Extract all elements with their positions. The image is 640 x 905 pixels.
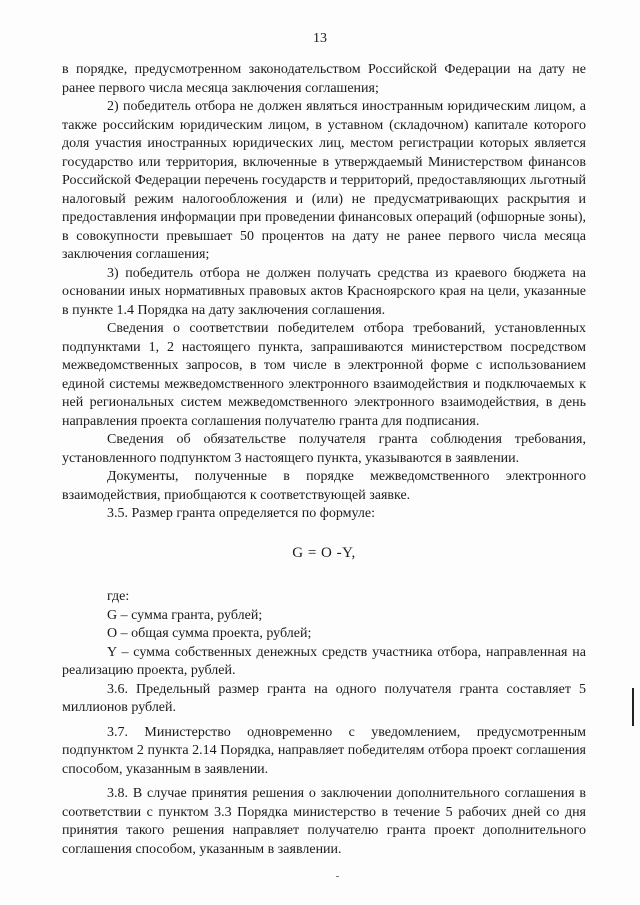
- paragraph-verification: Сведения о соответствии победителем отбора требований, установленных подпунктами 1, 2 настоящего пункта, запрашиваются министерством посредством межведомственных запросов, в том числе в электронной форме с использованием единой системы межведомственного электронного взаимодействия и подключаемых к ней региональных систем межведомственного электронного взаимодействия, в день направления проекта соглашения получателю гранта для подписания.: [62, 321, 586, 429]
- definition-y: Y – сумма собственных денежных средств участника отбора, направленная на реализацию проекта, рублей.: [62, 644, 586, 678]
- paragraph-3-5: 3.5. Размер гранта определяется по формуле:: [107, 506, 375, 521]
- definition-g: G – сумма гранта, рублей;: [107, 607, 263, 623]
- paragraph-item-2: 2) победитель отбора не должен являться иностранным юридическим лицом, а также российским юридическим лицом, в уставном (складочном) капитале которого доля участия иностранных юридических лиц, местом регистрации которых является государство или территория, включенные в утверждаемый Министерством финансов Российской Федерации перечень государств и территорий, предоставляющих льготный налоговый режим налогообложения и (или) не предусматривающих раскрытия и предоставления информации при проведении финансовых операций (офшорные зоны), в совокупности превышает 50 процентов на дату не ранее первого числа месяца заключения соглашения;: [62, 99, 586, 262]
- paragraph-obligation: Сведения об обязательстве получателя гранта соблюдения требования, установленного подпунктом 3 настоящего пункта, указываются в заявлении.: [62, 432, 586, 466]
- paragraph-3-8: 3.8. В случае принятия решения о заключении дополнительного соглашения в соответствии с пунктом 3.3 Порядка министерство в течение 5 рабочих дней со дня принятия такого решения направляет получателю гранта проект дополнительного соглашения способом, указанным в заявлении.: [62, 786, 586, 857]
- paragraph-3-6: 3.6. Предельный размер гранта на одного получателя гранта составляет 5 миллионов рублей.: [62, 681, 586, 715]
- paragraph-continuation: в порядке, предусмотренном законодательством Российской Федерации на дату не ранее первого числа месяца заключения соглашения;: [62, 62, 586, 96]
- definition-o: O – общая сумма проекта, рублей;: [107, 626, 312, 641]
- grant-formula: G = O -Y,: [292, 544, 356, 561]
- paragraph-item-3: 3) победитель отбора не должен получать средства из краевого бюджета на основании иных нормативных правовых актов Красноярского края на цели, указанные в пункте 1.4 Порядка на дату заключения соглашения.: [62, 265, 586, 318]
- page-number: 13: [313, 31, 327, 46]
- document-body: [62, 61, 586, 859]
- scan-artifact: [336, 876, 339, 877]
- where-label: где:: [107, 589, 130, 604]
- scan-edge-mark: [632, 688, 634, 726]
- paragraph-3-7: 3.7. Министерство одновременно с уведомлением, предусмотренным подпунктом 2 пункта 2.14 Порядка, направляет победителям отбора проект соглашения способом, указанным в заявлении.: [62, 724, 586, 777]
- paragraph-documents: Документы, полученные в порядке межведомственного электронного взаимодействия, приобщаются к соответствующей заявке.: [62, 469, 586, 503]
